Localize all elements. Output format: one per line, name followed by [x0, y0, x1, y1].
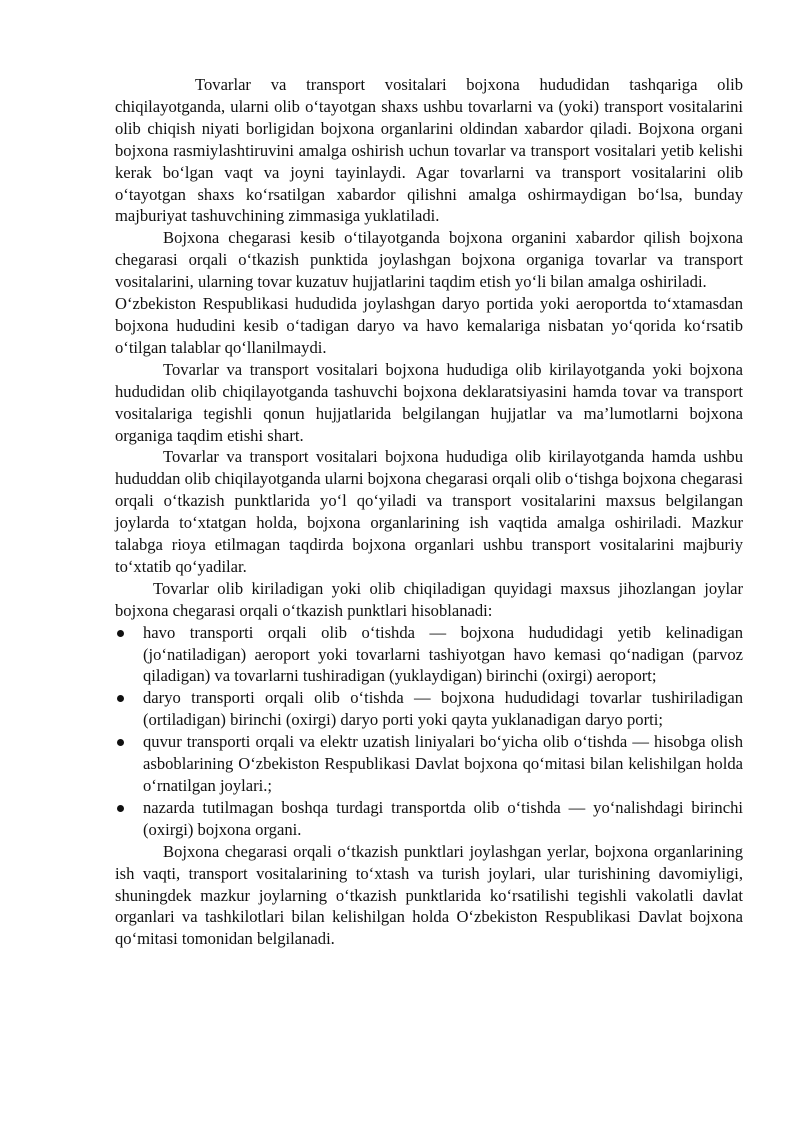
paragraph-carrier-declaration: Tovarlar va transport vositalari bojxona hududiga olib kirilayotganda yoki bojxona hududidan olib chiqilayotganda tashuvchi bojxona deklaratsiyasini hamda tovar va transport vositalariga tegishli qonun hujjatlarida belgilangan hujjatlar va ma’lumotlarni bojxona organiga taqdim etishi shart. [115, 359, 743, 445]
bullet-icon [117, 805, 124, 812]
checkpoint-list [115, 622, 743, 841]
bullet-icon [117, 695, 124, 702]
paragraph-notification: Tovarlar va transport vositalari bojxona hududidan tashqariga olib chiqilayotganda, ularni olib o‘tayotgan shaxs ushbu tovarlarni va (yoki) transport vositalarini olib chiqish niyati borligidan bojxona organlarini oldindan xabardor qiladi. Bojxona organi bojxona rasmiylashtiruvini amalga oshirish uchun tovarlar va transport vositalari yetib kelishi kerak bo‘lgan vaqt va joyni tayinlaydi. Agar tovarlarni va transport vositalarini olib o‘tayotgan shaxs ko‘rsatilgan xabardor qilishni amalga oshirmaydigan bo‘lsa, bunday majburiyat tashuvchining zimmasiga yuklatiladi. [115, 75, 743, 226]
paragraph-locations-hours: Bojxona chegarasi orqali o‘tkazish punktlari joylashgan yerlar, bojxona organlarining ish vaqti, transport vositalarining to‘xtash va turish joylari, ular turishining davomiyligi, shuningdek mazkur joylarning o‘tkazish punktlarida ko‘rsatilishi tegishli vakolatli davlat organlari va tashkilotlari bilan kelishilgan holda O‘zbekiston Respublikasi Davlat bojxona qo‘mitasi tomonidan belgilanadi. [115, 841, 743, 949]
list-item [115, 622, 743, 688]
list-item-text: daryo transporti orqali olib o‘tishda — bojxona hududidagi tovarlar tushiriladigan (ortiladigan) birinchi (oxirgi) daryo porti yoki qayta yuklanadigan daryo porti; [143, 688, 743, 730]
list-item [115, 731, 743, 797]
paragraph-checkpoints: Tovarlar va transport vositalari bojxona hududiga olib kirilayotganda hamda ushbu hududdan olib chiqilayotganda ularni bojxona chegarasi orqali olib o‘tishga bojxona chegarasi orqali o‘tkazish punktlarida yo‘l qo‘yiladi va transport vositalarini maxsus belgilangan joylarda to‘xtatgan holda, bojxona organlarining ish vaqtida amalga oshiriladi. Mazkur talabga rioya etilmagan taqdirda bojxona organlari ushbu transport vositalarini majburiy to‘xtatib qo‘yadilar. [115, 447, 743, 576]
paragraph-list-intro: Tovarlar olib kiriladigan yoki olib chiqiladigan quyidagi maxsus jihozlangan joylar bojxona chegarasi orqali o‘tkazish punktlari hisoblanadi: [115, 578, 743, 620]
list-item-text: nazarda tutilmagan boshqa turdagi transportda olib o‘tishda — yo‘nalishdagi birinchi (oxirgi) bojxona organi. [143, 797, 743, 839]
bullet-icon [117, 630, 124, 637]
list-item-text: quvur transporti orqali va elektr uzatish liniyalari bo‘yicha olib o‘tishda — hisobga olish asboblarining O‘zbekiston Respublikasi Davlat bojxona qo‘mitasi bilan kelishilgan holda o‘rnatilgan joylari.; [143, 732, 743, 795]
paragraph-river-air-exemption: O‘zbekiston Respublikasi hududida joylashgan daryo portida yoki aeroportda to‘xtamasdan bojxona hududini kesib o‘tadigan daryo va havo kemalariga nisbatan yo‘qorida ko‘rsatib o‘tilgan talablar qo‘llanilmaydi. [115, 294, 743, 357]
paragraph-border-crossing: Bojxona chegarasi kesib o‘tilayotganda bojxona organini xabardor qilish bojxona chegarasi orqali o‘tkazish punktida joylashgan bojxona organiga tovarlar va transport vositalarini, ularning tovar kuzatuv hujjatlarini taqdim etish yo‘li bilan amalga oshiriladi. [115, 228, 743, 292]
list-item [115, 797, 743, 841]
bullet-icon [117, 739, 124, 746]
list-item-text: havo transporti orqali olib o‘tishda — bojxona hududidagi yetib kelinadigan (jo‘natiladigan) aeroport yoki tovarlarni tashiyotgan havo kemasi qo‘nadigan (parvoz qiladigan) va tovarlarni tushiradigan (yuklaydigan) birinchi (oxirgi) aeroport; [143, 622, 743, 686]
list-item [115, 687, 743, 731]
